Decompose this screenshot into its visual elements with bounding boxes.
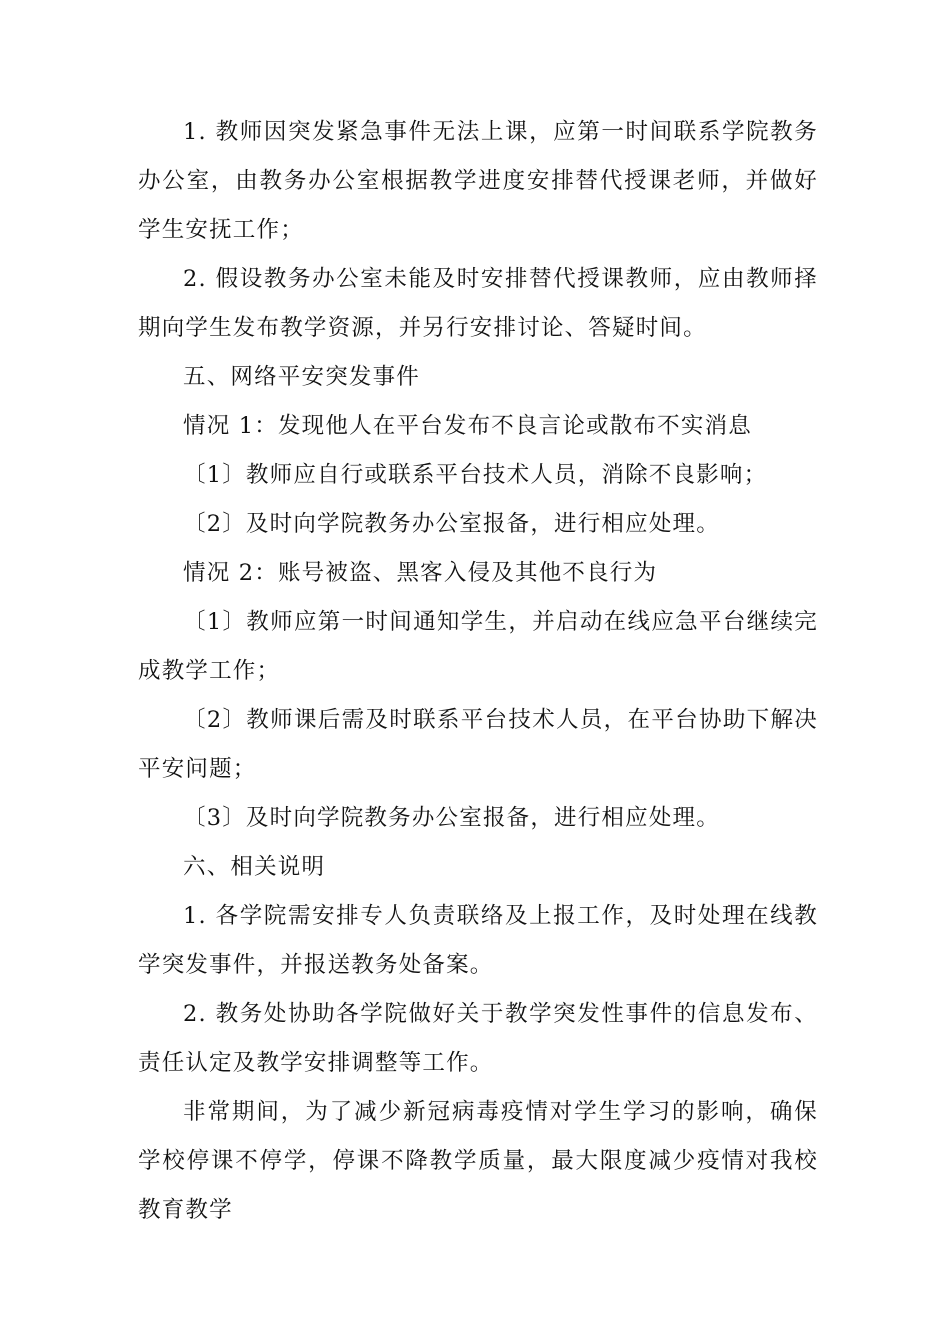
paragraph-situation-1-item-2: 〔2〕及时向学院教务办公室报备，进行相应处理。 xyxy=(183,511,720,537)
section-heading-network-security: 五、网络平安突发事件 xyxy=(183,364,421,390)
paragraph-closing: 非常期间，为了减少新冠病毒疫情对学生学习的影响，确保学校停课不停学，停课不降教学质量，最大限度减少疫情对我校教育教学 xyxy=(138,1099,818,1223)
paragraph-emergency-substitute: 1. 教师因突发紧急事件无法上课，应第一时间联系学院教务办公室，由教务办公室根据教学进度安排替代授课老师，并做好学生安抚工作； xyxy=(138,119,818,243)
paragraph-situation-2-item-1: 〔1〕教师应第一时间通知学生，并启动在线应急平台继续完成教学工作； xyxy=(138,609,818,684)
paragraph-notes-item-2: 2. 教务处协助各学院做好关于教学突发性事件的信息发布、责任认定及教学安排调整等工作。 xyxy=(138,1001,818,1076)
paragraph-notes-item-1: 1. 各学院需安排专人负责联络及上报工作，及时处理在线教学突发事件，并报送教务处备案。 xyxy=(138,903,818,978)
paragraph-situation-2-item-2: 〔2〕教师课后需及时联系平台技术人员，在平台协助下解决平安问题； xyxy=(138,707,818,782)
paragraph-situation-1-item-1: 〔1〕教师应自行或联系平台技术人员，消除不良影响； xyxy=(183,462,768,488)
section-heading-related-notes: 六、相关说明 xyxy=(183,854,326,880)
document-body xyxy=(138,108,818,1235)
paragraph-situation-2: 情况 2：账号被盗、黑客入侵及其他不良行为 xyxy=(183,560,658,586)
paragraph-situation-1: 情况 1：发现他人在平台发布不良言论或散布不实消息 xyxy=(183,413,752,439)
paragraph-situation-2-item-3: 〔3〕及时向学院教务办公室报备，进行相应处理。 xyxy=(183,805,720,831)
paragraph-teacher-reschedule: 2. 假设教务办公室未能及时安排替代授课教师，应由教师择期向学生发布教学资源，并另行安排讨论、答疑时间。 xyxy=(138,266,818,341)
